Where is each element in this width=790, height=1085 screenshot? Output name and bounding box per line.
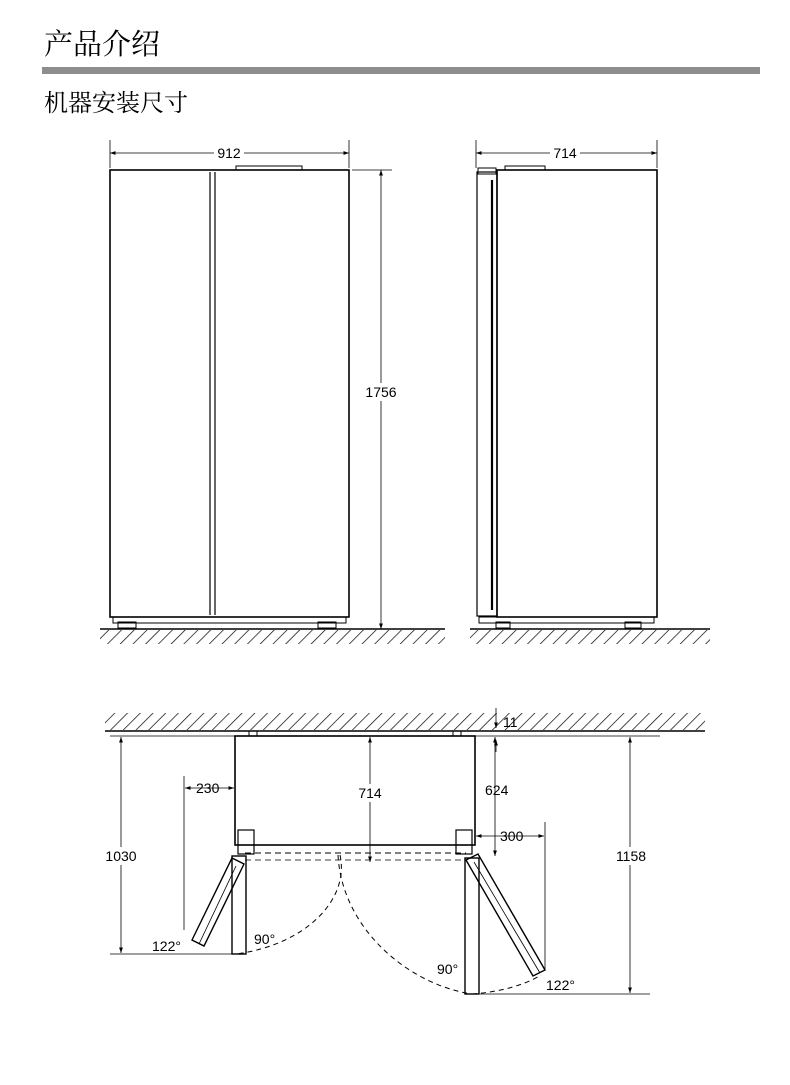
right-hinge-block bbox=[456, 830, 472, 854]
right-angle-narrow-label: 90° bbox=[437, 961, 459, 977]
left-door-offset-label: 230 bbox=[196, 780, 220, 796]
fridge-side-body bbox=[497, 170, 657, 617]
left-door-swing-arc bbox=[236, 855, 341, 954]
fridge-front-body bbox=[110, 170, 349, 617]
side-view bbox=[470, 140, 710, 644]
right-angle-wide-label: 122° bbox=[546, 977, 575, 993]
left-total-depth-label: 1030 bbox=[105, 848, 137, 864]
left-door-open-122 bbox=[192, 858, 244, 946]
wall-gap-label: 11 bbox=[503, 714, 518, 730]
side-top-hinge bbox=[478, 168, 496, 174]
left-hinge-block bbox=[238, 830, 254, 854]
front-floor-hatch bbox=[100, 630, 445, 644]
page-title: 产品介绍 bbox=[44, 27, 161, 61]
section-title: 机器安装尺寸 bbox=[44, 89, 188, 117]
right-door-depth-label: 624 bbox=[485, 782, 509, 798]
wall-hatch bbox=[105, 713, 705, 730]
side-door-panel bbox=[477, 172, 497, 616]
side-depth-label: 714 bbox=[553, 145, 577, 161]
side-floor-hatch bbox=[470, 630, 710, 644]
left-angle-wide-label: 122° bbox=[152, 938, 181, 954]
front-width-label: 912 bbox=[217, 145, 241, 161]
front-base bbox=[113, 617, 346, 623]
right-total-depth-label: 1158 bbox=[615, 848, 647, 864]
left-angle-narrow-label: 90° bbox=[254, 931, 276, 947]
top-depth-label: 714 bbox=[358, 785, 382, 801]
front-height-label: 1756 bbox=[365, 384, 397, 400]
right-door-offset-label: 300 bbox=[500, 828, 524, 844]
